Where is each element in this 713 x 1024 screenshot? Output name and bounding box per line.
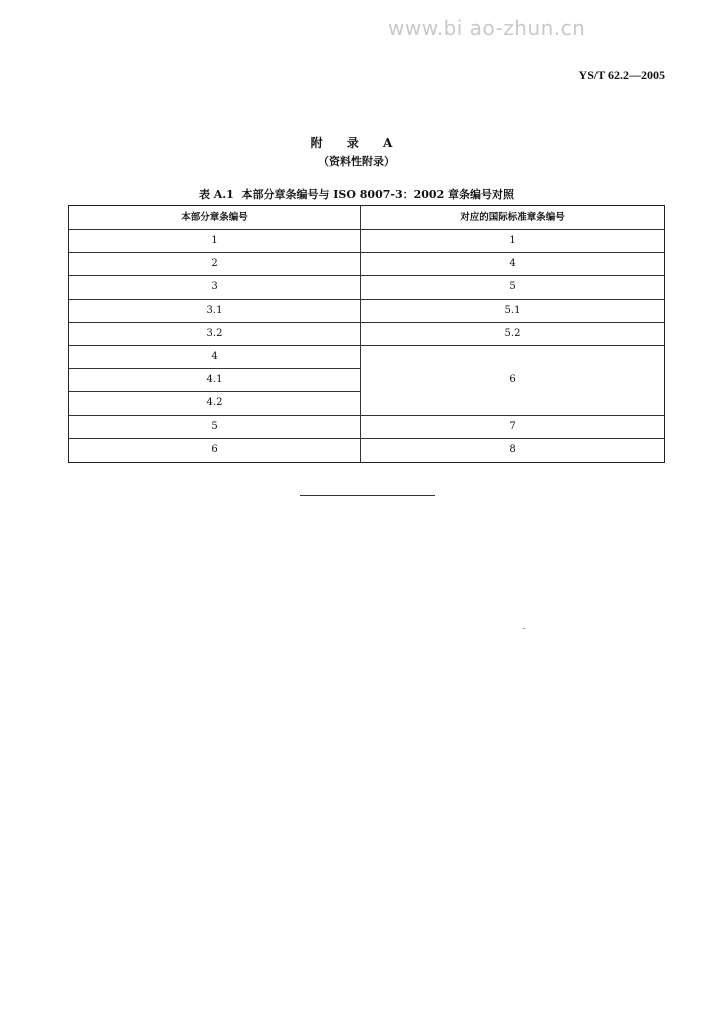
right-cell: 8 [509,444,516,455]
left-cell: 1 [211,235,218,246]
comparison-table [68,205,665,463]
left-cell: 2 [211,258,218,269]
left-cell: 6 [211,444,218,455]
row-rule [69,391,360,392]
row-rule [69,322,664,323]
row-rule [69,415,664,416]
right-cell: 1 [509,235,516,246]
right-cell: 5.1 [504,305,521,316]
left-cell: 3.1 [206,305,223,316]
left-cell: 4 [211,351,218,362]
left-cell: 3.2 [206,328,223,339]
right-cell: 5.2 [504,328,521,339]
header-rule [69,229,664,230]
appendix-subtitle: （资料性附录） [318,155,395,168]
row-rule [69,368,360,369]
watermark: www.bi ao-zhun.cn [388,16,586,40]
header-right: 对应的国际标准章条编号 [460,212,565,223]
right-cell-merged: 6 [509,374,516,385]
row-rule [69,299,664,300]
row-rule [69,275,664,276]
end-of-document-line [300,495,435,496]
row-rule [69,252,664,253]
left-cell: 3 [211,281,218,292]
left-cell: 4.1 [206,374,223,385]
table-caption: 表 A.1 本部分章条编号与 ISO 8007-3：2002 章条编号对照 [198,188,515,201]
scan-speck [523,628,525,629]
left-cell: 4.2 [206,397,223,408]
header-left: 本部分章条编号 [181,212,248,223]
document-number: YS/T 62.2—2005 [578,68,665,82]
row-rule [69,345,664,346]
right-cell: 7 [509,421,516,432]
right-cell: 5 [509,281,516,292]
row-rule [69,438,664,439]
right-cell: 4 [509,258,516,269]
appendix-title: 附 录 A [310,136,403,150]
left-cell: 5 [211,421,218,432]
